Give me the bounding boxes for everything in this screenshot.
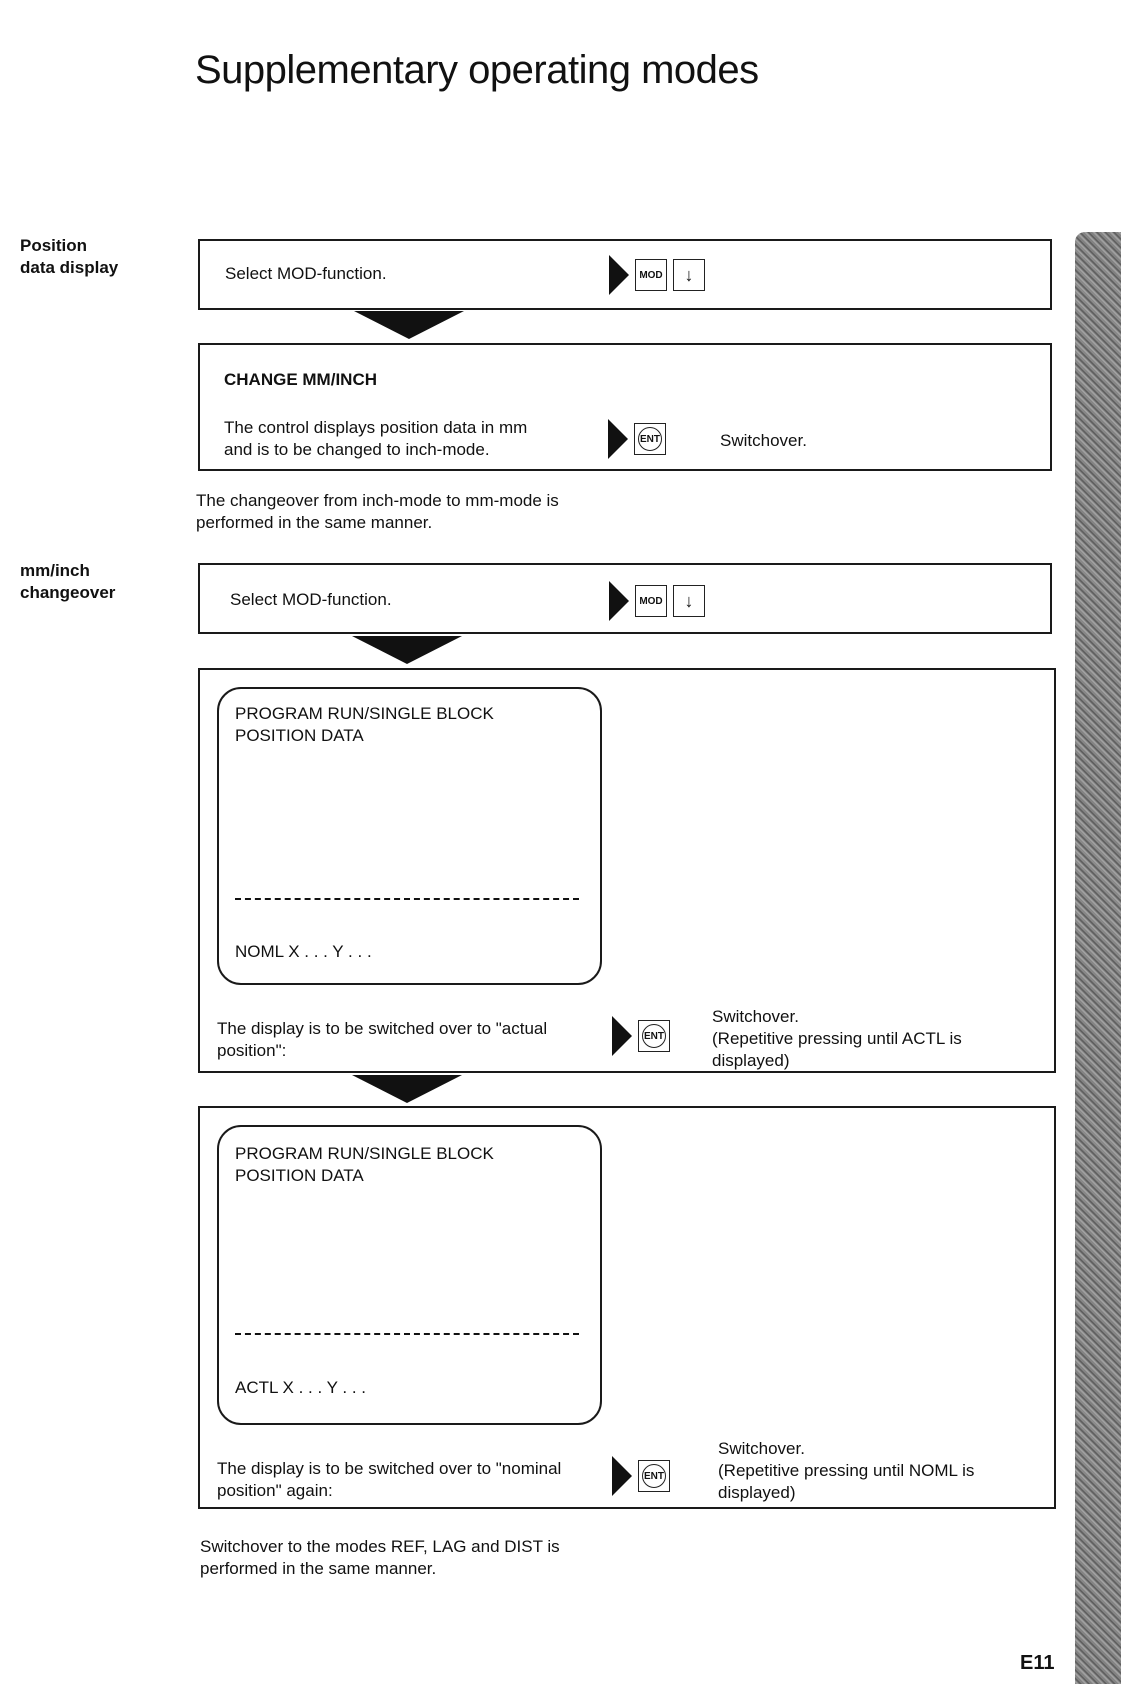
page-number: E11 bbox=[1020, 1652, 1055, 1674]
screen-divider bbox=[235, 898, 579, 900]
step-box-select-mod-2 bbox=[198, 563, 1052, 634]
play-triangle-icon bbox=[609, 581, 629, 621]
step-box-switch-nominal bbox=[198, 1106, 1056, 1509]
key-sequence bbox=[609, 255, 705, 295]
note-text: The changeover from inch-mode to mm-mode is performed in the same manner. bbox=[196, 491, 559, 532]
key-sequence bbox=[609, 581, 705, 621]
screen-line-1: PROGRAM RUN/SINGLE BLOCK bbox=[235, 704, 494, 723]
ent-key[interactable] bbox=[638, 1020, 670, 1052]
ent-key[interactable] bbox=[638, 1460, 670, 1492]
ent-key-label: ENT bbox=[638, 427, 662, 451]
play-triangle-icon bbox=[612, 1456, 632, 1496]
ent-key-label: ENT bbox=[642, 1464, 666, 1488]
side-label-mm-inch: mm/inch changeover bbox=[20, 561, 116, 602]
step-text: Select MOD-function. bbox=[225, 264, 387, 283]
control-screen-noml bbox=[217, 687, 602, 985]
mod-key[interactable]: MOD bbox=[635, 585, 667, 617]
step-box-select-mod-1 bbox=[198, 239, 1052, 310]
note-text: Switchover to the modes REF, LAG and DIST is performed in the same manner. bbox=[200, 1537, 560, 1578]
step-text: Select MOD-function. bbox=[230, 590, 392, 609]
ent-key-label: ENT bbox=[642, 1024, 666, 1048]
down-arrow-key[interactable]: ↓ bbox=[673, 259, 705, 291]
step-result: Switchover. (Repetitive pressing until NOML is displayed) bbox=[718, 1439, 975, 1502]
flow-arrow-icon bbox=[352, 1075, 462, 1103]
mod-key[interactable]: MOD bbox=[635, 259, 667, 291]
screen-status: ACTL X . . . Y . . . bbox=[235, 1378, 367, 1397]
play-triangle-icon bbox=[612, 1016, 632, 1056]
page-title: Supplementary operating modes bbox=[195, 48, 759, 92]
margin-stripe bbox=[1075, 232, 1121, 1684]
screen-line-2: POSITION DATA bbox=[235, 1166, 364, 1185]
flow-arrow-icon bbox=[354, 311, 464, 339]
key-sequence bbox=[608, 419, 666, 459]
step-result: Switchover. (Repetitive pressing until ACTL is displayed) bbox=[712, 1007, 962, 1070]
side-label-position-data: Position data display bbox=[20, 236, 119, 277]
step-result: Switchover. bbox=[720, 431, 807, 450]
step-heading: CHANGE MM/INCH bbox=[224, 370, 377, 389]
screen-line-1: PROGRAM RUN/SINGLE BLOCK bbox=[235, 1144, 494, 1163]
step-box-switch-actual bbox=[198, 668, 1056, 1073]
step-text: The display is to be switched over to "actual position": bbox=[217, 1019, 548, 1060]
screen-status: NOML X . . . Y . . . bbox=[235, 942, 372, 961]
step-text: The control displays position data in mm and is to be changed to inch-mode. bbox=[224, 418, 528, 459]
play-triangle-icon bbox=[608, 419, 628, 459]
down-arrow-key[interactable]: ↓ bbox=[673, 585, 705, 617]
play-triangle-icon bbox=[609, 255, 629, 295]
key-sequence bbox=[612, 1016, 670, 1056]
ent-key[interactable] bbox=[634, 423, 666, 455]
step-box-change-mm-inch bbox=[198, 343, 1052, 471]
step-text: The display is to be switched over to "nominal position" again: bbox=[217, 1459, 562, 1500]
flow-arrow-icon bbox=[352, 636, 462, 664]
key-sequence bbox=[612, 1456, 670, 1496]
screen-divider bbox=[235, 1333, 579, 1335]
control-screen-actl bbox=[217, 1125, 602, 1425]
screen-line-2: POSITION DATA bbox=[235, 726, 364, 745]
